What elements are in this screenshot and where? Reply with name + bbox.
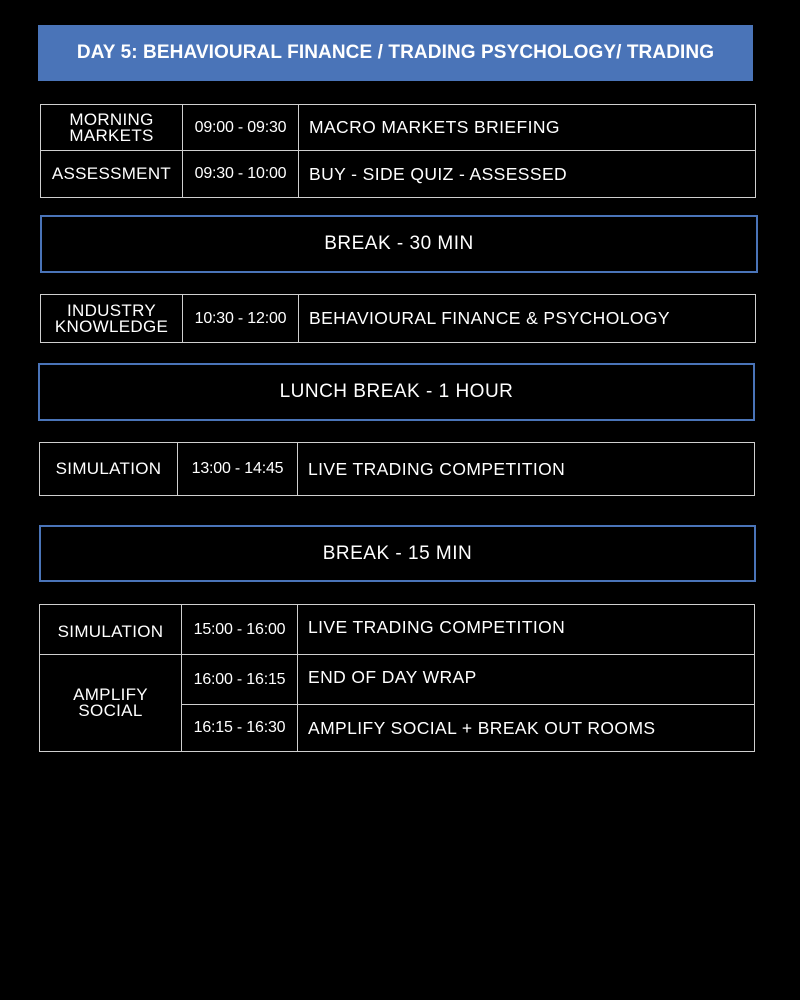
activity-cell: AMPLIFY SOCIAL + BREAK OUT ROOMS: [298, 705, 755, 752]
activity-cell: LIVE TRADING COMPETITION: [298, 443, 755, 496]
category-cell: ASSESSMENT: [41, 151, 183, 198]
category-cell: INDUSTRY KNOWLEDGE: [41, 295, 183, 343]
category-cell: MORNING MARKETS: [41, 105, 183, 151]
table-row: [40, 443, 755, 496]
break-banner: BREAK - 30 MIN: [40, 215, 758, 273]
time-cell: 09:30 - 10:00: [183, 151, 299, 198]
activity-cell: LIVE TRADING COMPETITION: [298, 605, 755, 655]
table-row: [41, 295, 756, 343]
schedule-table-knowledge: [40, 294, 756, 343]
table-row: [41, 151, 756, 198]
lunch-break-banner: LUNCH BREAK - 1 HOUR: [38, 363, 755, 421]
activity-cell: BUY - SIDE QUIZ - ASSESSED: [299, 151, 756, 198]
schedule-table-simulation: [39, 442, 755, 496]
time-cell: 10:30 - 12:00: [183, 295, 299, 343]
time-cell: 15:00 - 16:00: [182, 605, 298, 655]
time-cell: 16:15 - 16:30: [182, 705, 298, 752]
table-row: [40, 655, 755, 705]
activity-cell: MACRO MARKETS BRIEFING: [299, 105, 756, 151]
time-cell: 13:00 - 14:45: [178, 443, 298, 496]
time-cell: 09:00 - 09:30: [183, 105, 299, 151]
schedule-table-morning: [40, 104, 756, 198]
time-cell: 16:00 - 16:15: [182, 655, 298, 705]
category-cell: SIMULATION: [40, 605, 182, 655]
page-title: DAY 5: BEHAVIOURAL FINANCE / TRADING PSYCHOLOGY/ TRADING: [76, 42, 715, 63]
category-cell: AMPLIFY SOCIAL: [40, 655, 182, 752]
schedule-table-afternoon: [39, 604, 755, 752]
table-row: [40, 605, 755, 655]
activity-cell: BEHAVIOURAL FINANCE & PSYCHOLOGY: [299, 295, 756, 343]
page-title-bar: [38, 25, 753, 81]
activity-cell: END OF DAY WRAP: [298, 655, 755, 705]
break-banner: BREAK - 15 MIN: [39, 525, 756, 582]
table-row: [41, 105, 756, 151]
category-cell: SIMULATION: [40, 443, 178, 496]
